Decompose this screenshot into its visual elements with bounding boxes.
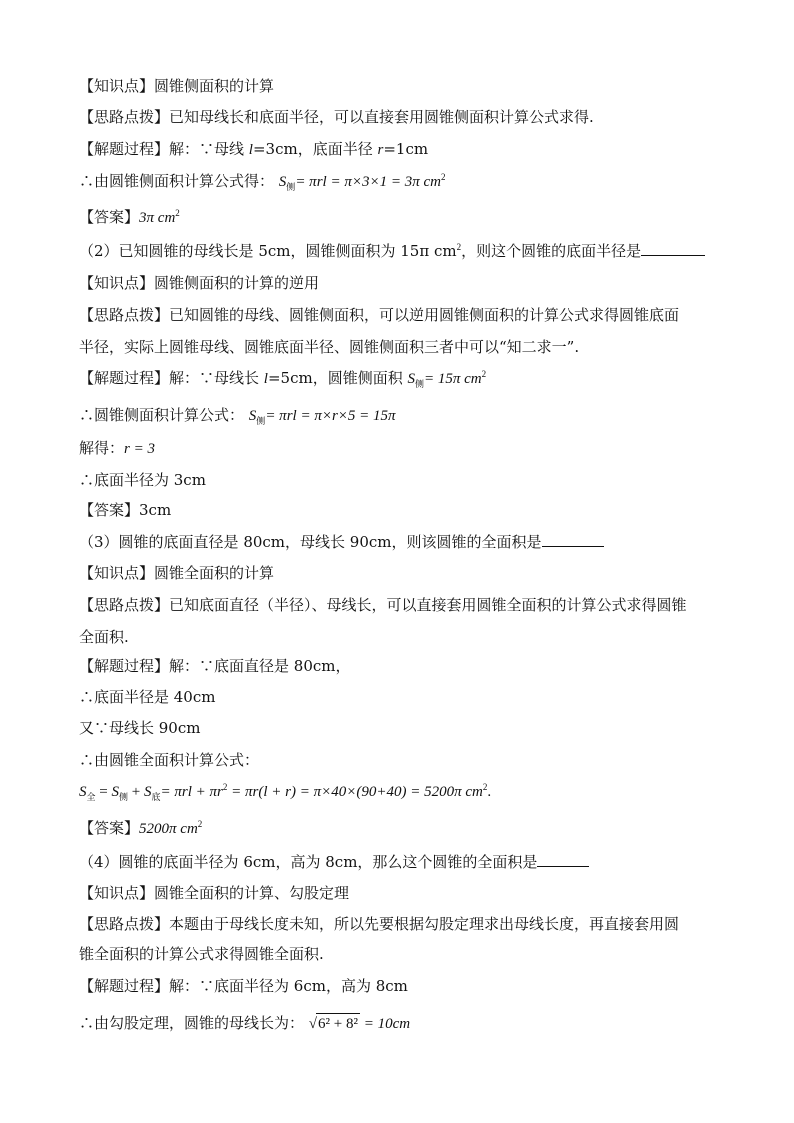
kp-text: 圆锥全面积的计算、勾股定理 <box>154 884 350 902</box>
formula-s: S <box>143 784 152 800</box>
var-l: l <box>263 371 268 387</box>
formula-sub: 侧 <box>256 416 266 426</box>
answer-text: 3cm <box>139 501 172 519</box>
conclusion-line-4 <box>79 1013 724 1034</box>
process-tag: 【解题过程】 <box>79 977 170 995</box>
step-text: ∴底面半径是 40cm <box>79 688 216 706</box>
step-line-3b <box>79 718 724 738</box>
question-2 <box>79 241 724 261</box>
hint-text: 已知母线长和底面半径，可以直接套用圆锥侧面积计算公式求得. <box>169 108 594 126</box>
formula-lead: ∴由圆锥侧面积计算公式得： <box>79 172 275 190</box>
formula-period: . <box>487 784 492 800</box>
formula <box>279 174 446 190</box>
answer-blank[interactable] <box>641 241 705 256</box>
process-line-1 <box>79 139 724 160</box>
formula-plus: + <box>128 784 144 800</box>
formula-s: S <box>407 371 415 387</box>
formula-sub: 侧 <box>118 792 128 802</box>
process-text: =1cm <box>383 140 429 158</box>
answer-tag: 【答案】 <box>79 208 140 226</box>
process-tag: 【解题过程】 <box>79 657 170 675</box>
process-line-2 <box>79 368 724 389</box>
sqrt-body: 6² + 8² <box>316 1013 360 1034</box>
hint-line-3a <box>79 595 724 615</box>
formula-eq: = <box>95 784 112 800</box>
sqrt-sign: √ <box>308 1016 318 1032</box>
formula-sub: 全 <box>86 792 96 802</box>
conclusion-text: ∴底面半径为 3cm <box>79 471 206 489</box>
question-text: （3）圆锥的底面直径是 80cm，母线长 90cm，则该圆锥的全面积是 <box>79 533 542 551</box>
kp-line-1 <box>79 76 724 96</box>
hint-text: 锥全面积的计算公式求得圆锥全面积. <box>79 945 324 963</box>
solve-line-2 <box>79 438 724 459</box>
formula-sup: 2 <box>440 172 446 182</box>
solve-value: r = 3 <box>124 441 155 457</box>
question-4 <box>79 852 724 872</box>
hint-text: 全面积. <box>79 628 129 646</box>
process-text: 解：∵底面直径是 80cm， <box>169 657 351 675</box>
hint-line-2a <box>79 305 724 325</box>
sqrt-result: = 10cm <box>360 1016 411 1032</box>
formula-s: S <box>278 174 287 190</box>
formula-body: = πrl + πr <box>160 784 223 800</box>
hint-line-4a <box>79 914 724 934</box>
question-3 <box>79 532 724 552</box>
formula-body: = πrl = π×r×5 = 15π <box>265 408 396 424</box>
process-tag: 【解题过程】 <box>79 369 170 387</box>
formula-sup: 2 <box>482 782 488 792</box>
process-text: 解：∵母线长 <box>169 369 264 387</box>
formula-lead: ∴由圆锥全面积计算公式： <box>79 751 260 769</box>
formula-sub: 底 <box>151 792 161 802</box>
kp-text: 圆锥全面积的计算 <box>154 564 275 582</box>
answer-text: 3π cm <box>139 210 176 226</box>
process-text: =5cm，圆锥侧面积 <box>267 369 408 387</box>
formula-s: S <box>79 784 87 800</box>
step-line-3a <box>79 687 724 707</box>
formula-body: = πrl = π×3×1 = 3π cm <box>295 174 441 190</box>
process-tag: 【解题过程】 <box>79 140 170 158</box>
formula-body: = πr(l + r) = π×40×(90+40) = 5200π cm <box>227 784 483 800</box>
answer-blank[interactable] <box>537 852 589 867</box>
formula-sup: 2 <box>222 782 228 792</box>
conclusion-text: ∴由勾股定理，圆锥的母线长为： <box>79 1014 305 1032</box>
process-text: 解：∵母线 <box>169 140 249 158</box>
answer-sup: 2 <box>175 208 180 218</box>
process-text: =3cm，底面半径 <box>252 140 378 158</box>
kp-tag: 【知识点】 <box>79 274 155 292</box>
kp-line-2 <box>79 273 724 293</box>
sqrt-expression <box>309 1016 410 1032</box>
kp-tag: 【知识点】 <box>79 77 155 95</box>
hint-line-1 <box>79 107 724 127</box>
answer-line-3 <box>79 818 724 839</box>
process-line-3 <box>79 656 724 676</box>
formula-line-3 <box>79 782 724 802</box>
step-text: 又∵母线长 90cm <box>79 719 201 737</box>
hint-tag: 【思路点拨】 <box>79 306 170 324</box>
hint-line-3b <box>79 627 724 647</box>
formula-line-1 <box>79 171 724 192</box>
formula-line-2 <box>79 405 724 426</box>
answer-tag: 【答案】 <box>79 819 140 837</box>
answer-line-1 <box>79 207 724 228</box>
kp-tag: 【知识点】 <box>79 884 155 902</box>
process-line-4 <box>79 976 724 996</box>
hint-text: 已知底面直径（半径）、母线长，可以直接套用圆锥全面积的计算公式求得圆锥 <box>169 596 687 614</box>
kp-tag: 【知识点】 <box>79 564 155 582</box>
formula-lead: ∴圆锥侧面积计算公式： <box>79 406 245 424</box>
answer-text: 5200π cm <box>139 821 198 837</box>
formula-sub: 侧 <box>286 182 296 192</box>
question-sup: 2 <box>456 242 462 252</box>
hint-text: 本题由于母线长度未知，所以先要根据勾股定理求出母线长度，再直接套用圆 <box>169 915 680 933</box>
answer-tag: 【答案】 <box>79 501 140 519</box>
var-r: r <box>377 142 384 158</box>
question-text: （2）已知圆锥的母线长是 5cm，圆锥侧面积为 15π cm <box>79 242 457 260</box>
hint-tag: 【思路点拨】 <box>79 596 170 614</box>
hint-line-2b <box>79 337 724 357</box>
solve-text: 解得： <box>79 439 125 457</box>
formula-body: = 15π cm <box>424 371 482 387</box>
process-text: 解：∵底面半径为 6cm，高为 8cm <box>169 977 408 995</box>
conclusion-line-2 <box>79 470 724 490</box>
answer-blank[interactable] <box>542 532 604 547</box>
kp-line-4 <box>79 883 724 903</box>
var-l: l <box>248 142 253 158</box>
formula-s: S <box>111 784 119 800</box>
kp-text: 圆锥侧面积的计算 <box>154 77 275 95</box>
formula-s: S <box>248 408 257 424</box>
answer-sup: 2 <box>197 819 203 829</box>
formula-sub: 侧 <box>414 379 424 389</box>
formula-lead-line-3 <box>79 750 724 770</box>
kp-line-3 <box>79 563 724 583</box>
answer-line-2 <box>79 500 724 520</box>
hint-text: 已知圆锥的母线、圆锥侧面积，可以逆用圆锥侧面积的计算公式求得圆锥底面 <box>169 306 680 324</box>
hint-tag: 【思路点拨】 <box>79 108 170 126</box>
question-text: （4）圆锥的底面半径为 6cm，高为 8cm，那么这个圆锥的全面积是 <box>79 853 538 871</box>
hint-text: 半径，实际上圆锥母线、圆锥底面半径、圆锥侧面积三者中可以“知二求一”. <box>79 338 580 356</box>
hint-tag: 【思路点拨】 <box>79 915 170 933</box>
kp-text: 圆锥侧面积的计算的逆用 <box>154 274 320 292</box>
question-text: ，则这个圆锥的底面半径是 <box>461 242 642 260</box>
formula-sup: 2 <box>481 369 487 379</box>
hint-line-4b <box>79 944 724 964</box>
